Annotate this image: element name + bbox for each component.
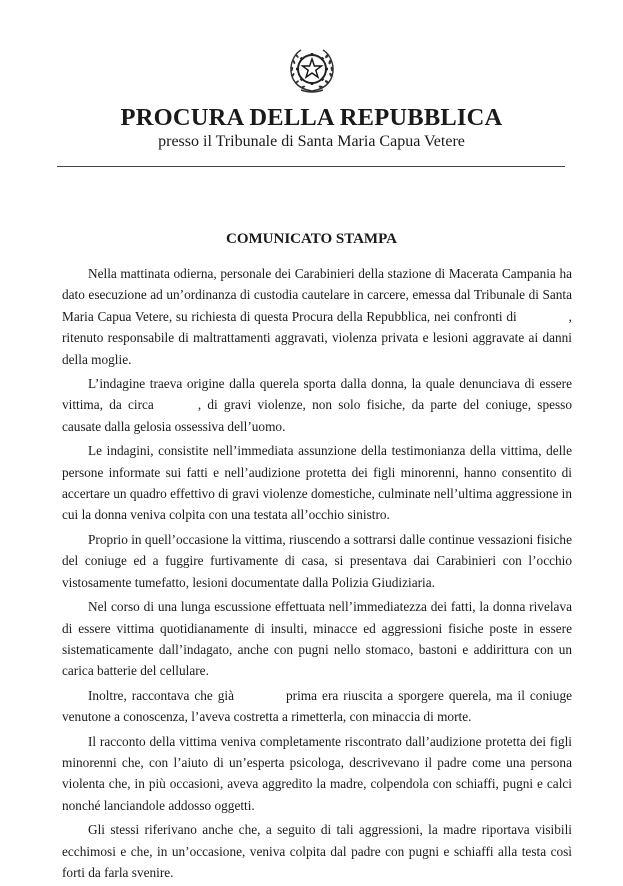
paragraph-escape: Proprio in quell’occasione la vittima, riuscendo a sottrarsi dalle continue vessazioni fisiche del coniuge ed a fuggire furtivamente di casa, si presentava dai Carabinieri con l’occhio vistosamente tumefatto, lesioni documentate dalla Polizia Giudiziaria. bbox=[62, 531, 572, 590]
paragraph-children: Il racconto della vittima veniva completamente riscontrato dall’audizione protetta dei figli minorenni che, con l’aiuto di un’esperta psicologa, descrivevano il padre come una persona violenta che, in più occasioni, aveva aggredito la madre, colpendola con schiaffi, pugni e calci nonché lanciandole addosso oggetti. bbox=[62, 733, 572, 813]
paragraph-arrest bbox=[62, 263, 572, 370]
paragraph-injuries: Gli stessi riferivano anche che, a seguito di tali aggressioni, la madre riportava visibili ecchimosi e che, in un’occasione, veniva colpita dal padre con pugni e schiaffi alla testa così forti da farla svenire. bbox=[62, 822, 572, 880]
paragraph-complaint bbox=[62, 373, 572, 437]
paragraph-text: , ritenuto responsabile di maltrattamenti aggravati, violenza privata e lesioni aggravate ai danni della moglie. bbox=[62, 308, 572, 367]
paragraph-investigation: Le indagini, consistite nell’immediata assunzione della testimonianza della vittima, delle persone informate sui fatti e nell’audizione protetta dei figli minorenni, hanno consentito di accertare un quadro effettivo di gravi violenze domestiche, culminate nell’ultima aggressione in cui la donna veniva colpita con una testata all’occhio sinistro. bbox=[62, 443, 573, 523]
court-subtitle: presso il Tribunale di Santa Maria Capua Vetere bbox=[158, 133, 465, 150]
paragraph-text: , di gravi violenze, non solo fisiche, da parte del coniuge, spesso causate dalla gelosia ossessiva dell’uomo. bbox=[62, 397, 572, 434]
paragraph-text: Inoltre, raccontava che già bbox=[88, 687, 235, 703]
paragraph-prior-complaint bbox=[62, 685, 572, 728]
header-divider bbox=[57, 166, 565, 167]
document-heading: COMUNICATO STAMPA bbox=[226, 231, 397, 247]
italian-republic-emblem-icon bbox=[287, 45, 337, 95]
office-title: PROCURA DELLA REPUBBLICA bbox=[120, 104, 503, 131]
paragraph-text: L’indagine traeva origine dalla querela sporta dalla donna, la quale denunciava di essere vittima, da circa bbox=[62, 376, 572, 413]
paragraph-testimony: Nel corso di una lunga escussione effettuata nell’immediatezza dei fatti, la donna rivelava di essere vittima quotidianamente di insulti, minacce ed aggressioni fisiche poste in essere sistematicamente dall’indagato, anche con pugni nello stomaco, bastoni e addirittura con un carica batterie del cellulare. bbox=[62, 599, 572, 679]
paragraph-text: Nella mattinata odierna, personale dei Carabinieri della stazione di Macerata Campania ha dato esecuzione ad un’ordinanza di custodia cautelare in carcere, emessa dal Tribunale di Santa Maria Capua Vetere, su richiesta di questa Procura della Repubblica, nei confronti di bbox=[62, 266, 572, 324]
paragraph-text: prima era riuscita a sporgere querela, ma il coniuge venutone a conoscenza, l’aveva costretta a rimetterla, con minaccia di morte. bbox=[62, 687, 572, 725]
press-release-body bbox=[62, 263, 572, 886]
